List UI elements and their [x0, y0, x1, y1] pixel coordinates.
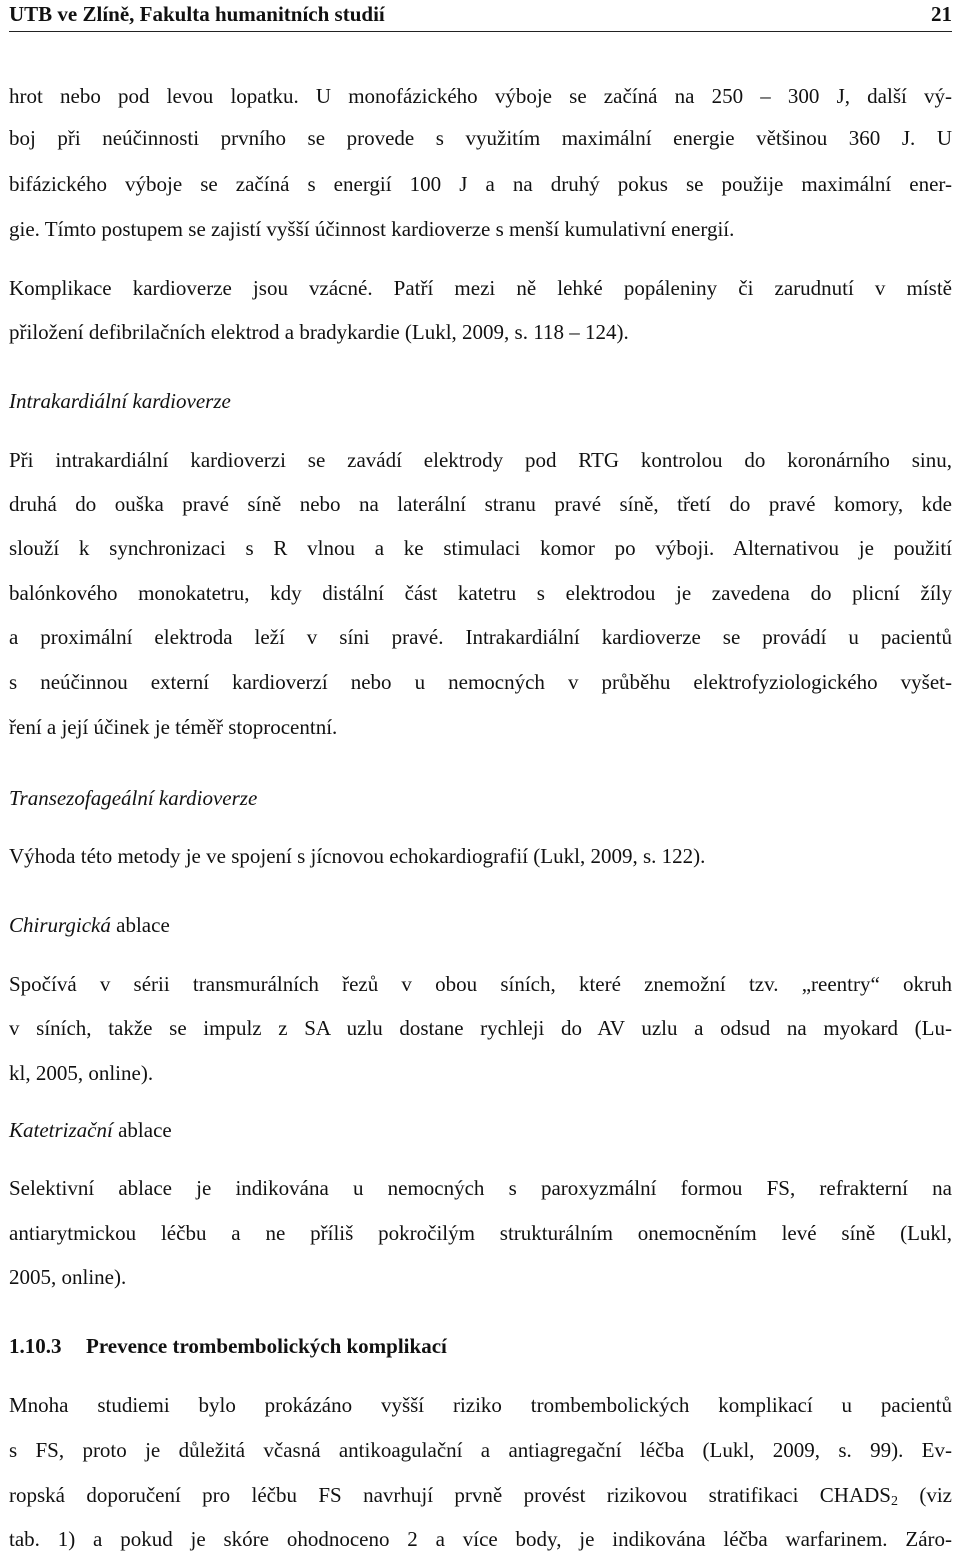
paragraph-line: s neúčinnou externí kardioverzí nebo u nemocných v průběhu elektrofyziologického vyšet- [9, 670, 952, 694]
paragraph-line: antiarytmickou léčbu a ne příliš pokročilým strukturálním onemocněním levé síně (Lukl, [9, 1221, 952, 1245]
heading-italic: Katetrizační [9, 1118, 113, 1142]
heading-text: Transezofageální kardioverze [9, 786, 258, 810]
paragraph-line: druhá do ouška pravé síně nebo na laterální stranu pravé síně, třetí do pravé komory, kde [9, 492, 952, 516]
header-title: UTB ve Zlíně, Fakulta humanitních studií [9, 2, 385, 26]
heading-italic: Chirurgická [9, 913, 111, 937]
paragraph-line: Výhoda této metody je ve spojení s jícnovou echokardiografií (Lukl, 2009, s. 122). [9, 844, 706, 868]
heading-intrakardialni [9, 387, 231, 415]
paragraph-line: bifázického výboje se začíná s energií 100 J a na druhý pokus se použije maximální ener- [9, 172, 952, 196]
paragraph-line: kl, 2005, online). [9, 1061, 154, 1085]
heading-rest: ablace [118, 1118, 172, 1142]
paragraph-line: Spočívá v sérii transmurálních řezů v obou síních, které znemožní tzv. „reentry“ okruh [9, 972, 952, 996]
paragraph-line: 2005, online). [9, 1265, 127, 1289]
paragraph-line: tab. 1) a pokud je skóre ohodnoceno 2 a více body, je indikována léčba warfarinem. Záro- [9, 1527, 952, 1551]
text-run: ropská doporučení pro léčbu FS navrhují prvně provést rizikovou stratifikaci CHADS [9, 1483, 891, 1507]
paragraph-line: v síních, takže se impulz z SA uzlu dostane rychleji do AV uzlu a odsud na myokard (Lu- [9, 1016, 952, 1040]
heading-transezofagealni [9, 784, 257, 812]
paragraph-line: s FS, proto je důležitá včasná antikoagulační a antiagregační léčba (Lukl, 2009, s. 99). Ev- [9, 1438, 952, 1462]
paragraph-line: Selektivní ablace je indikována u nemocných s paroxyzmální formou FS, refrakterní na [9, 1176, 952, 1200]
page-header [9, 0, 952, 32]
paragraph-line: balónkového monokatetru, kdy distální část katetru s elektrodou je zavedena do plicní žíly [9, 581, 952, 605]
section-number: 1.10.3 [9, 1334, 62, 1358]
text-run: (viz [897, 1483, 952, 1507]
paragraph-line [9, 1481, 952, 1509]
subscript: 2 [890, 1494, 898, 1509]
paragraph-line: slouží k synchronizaci s R vlnou a ke stimulaci komor po výboji. Alternativou je použití [9, 536, 952, 560]
section-title: Prevence trombembolických komplikací [86, 1334, 447, 1358]
heading-katetrizacni-ablace [9, 1116, 172, 1144]
paragraph-line: přiložení defibrilačních elektrod a bradykardie (Lukl, 2009, s. 118 – 124). [9, 320, 629, 344]
section-heading [9, 1332, 447, 1360]
paragraph-line: gie. Tímto postupem se zajistí vyšší účinnost kardioverze s menší kumulativní energií. [9, 217, 735, 241]
heading-rest: ablace [116, 913, 170, 937]
paragraph-line: hrot nebo pod levou lopatku. U monofázického výboje se začíná na 250 – 300 J, další vý- [9, 84, 952, 108]
paragraph-line: Mnoha studiemi bylo prokázáno vyšší riziko trombembolických komplikací u pacientů [9, 1393, 952, 1417]
paragraph-line: a proximální elektroda leží v síni pravé. Intrakardiální kardioverze se provádí u pacientů [9, 625, 952, 649]
paragraph-line: ření a její účinek je téměř stoprocentní. [9, 715, 338, 739]
paragraph-line: boj při neúčinnosti prvního se provede s využitím maximální energie většinou 360 J. U [9, 126, 952, 150]
heading-text: Intrakardiální kardioverze [9, 389, 231, 413]
paragraph-line: Při intrakardiální kardioverzi se zavádí elektrody pod RTG kontrolou do koronárního sinu, [9, 448, 952, 472]
heading-chirurgicka-ablace [9, 911, 170, 939]
paragraph-line: Komplikace kardioverze jsou vzácné. Patří mezi ně lehké popáleniny či zarudnutí v místě [9, 276, 952, 300]
page-number: 21 [931, 2, 952, 26]
